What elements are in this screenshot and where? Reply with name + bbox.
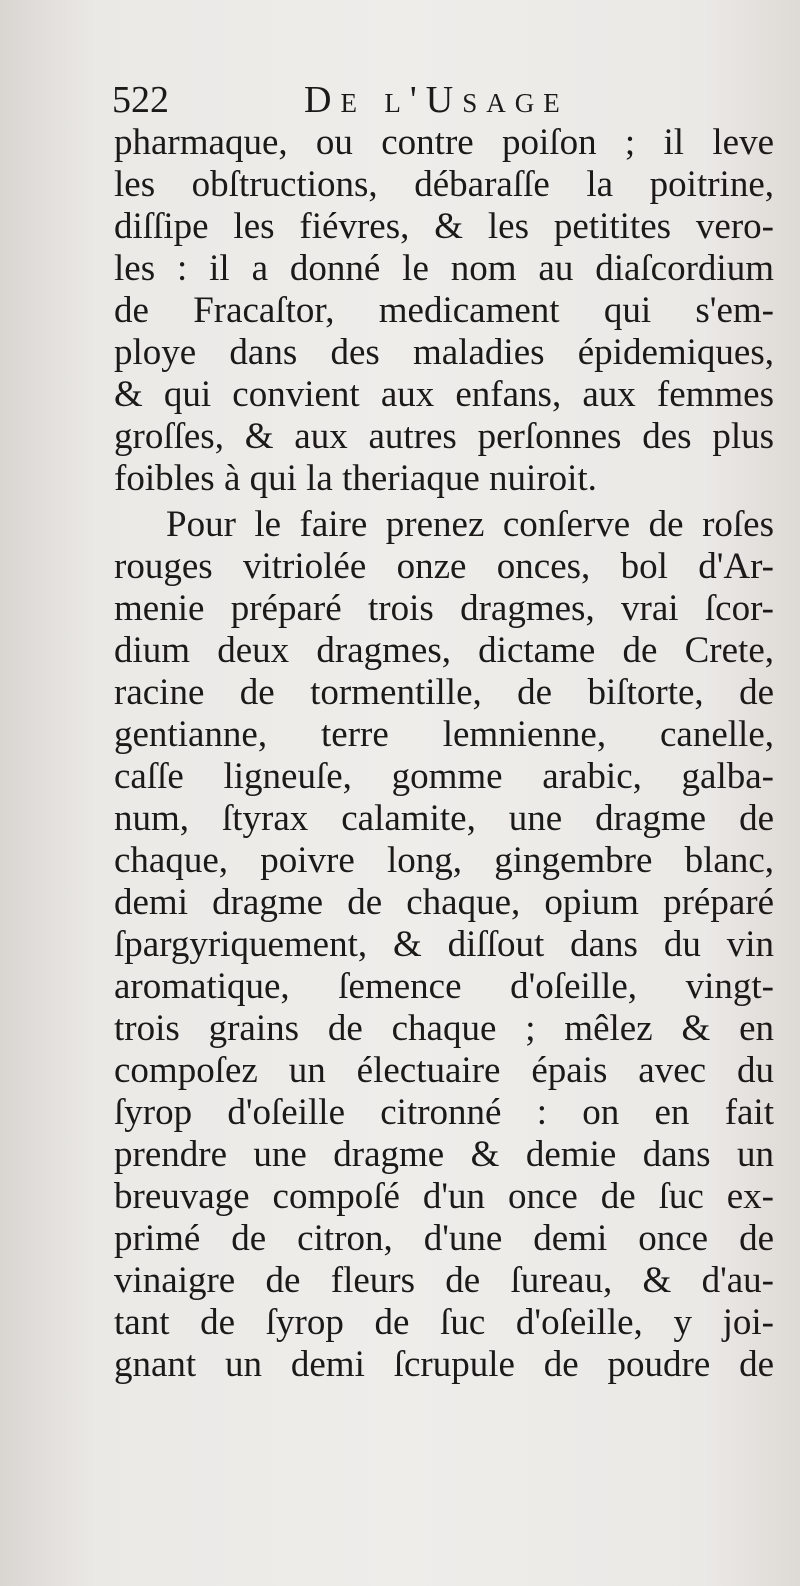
page-header [112,76,772,124]
text-line: prendre une dragme & demie dans un [114,1134,774,1175]
text-line: compoſez un électuaire épais avec du [114,1050,774,1091]
running-title: De l'Usage [304,79,569,121]
text-line: racine de tormentille, de biſtorte, de [114,672,774,713]
text-line: pharmaque, ou contre poiſon ; il leve [114,122,774,163]
text-line: les : il a donné le nom au diaſcordium [114,248,774,289]
page-number: 522 [112,79,169,121]
text-line: ploye dans des maladies épidemiques, [114,332,774,373]
text-line: Pour le faire prenez conſerve de roſes [166,504,774,545]
text-line: vinaigre de fleurs de ſureau, & d'au- [114,1260,774,1301]
text-line: demi dragme de chaque, opium préparé [114,882,774,923]
text-line: & qui convient aux enfans, aux femmes [114,374,774,415]
body-text [114,122,774,1386]
text-line: tant de ſyrop de ſuc d'oſeille, y joi- [114,1302,774,1343]
text-line: ſyrop d'oſeille citronné : on en fait [114,1092,774,1133]
text-line: de Fracaſtor, medicament qui s'em- [114,290,774,331]
text-line: gentianne, terre lemnienne, canelle, [114,714,774,755]
text-line: chaque, poivre long, gingembre blanc, [114,840,774,881]
text-line: primé de citron, d'une demi once de [114,1218,774,1259]
text-line: diſſipe les fiévres, & les petitites vero- [114,206,774,247]
text-line: menie préparé trois dragmes, vrai ſcor- [114,588,774,629]
text-line: caſſe ligneuſe, gomme arabic, galba- [114,756,774,797]
text-line: groſſes, & aux autres perſonnes des plus [114,416,774,457]
text-line: trois grains de chaque ; mêlez & en [114,1008,774,1049]
text-line: foibles à qui la theriaque nuiroit. [114,458,597,499]
text-line: num, ſtyrax calamite, une dragme de [114,798,774,839]
text-line: rouges vitriolée onze onces, bol d'Ar- [114,546,774,587]
text-line: dium deux dragmes, dictame de Crete, [114,630,774,671]
text-line: ſpargyriquement, & diſſout dans du vin [114,924,774,965]
text-line: gnant un demi ſcrupule de poudre de [114,1344,774,1385]
text-line: aromatique, ſemence d'oſeille, vingt- [114,966,774,1007]
text-line: les obſtructions, débaraſſe la poitrine, [114,164,774,205]
text-line: breuvage compoſé d'un once de ſuc ex- [114,1176,774,1217]
